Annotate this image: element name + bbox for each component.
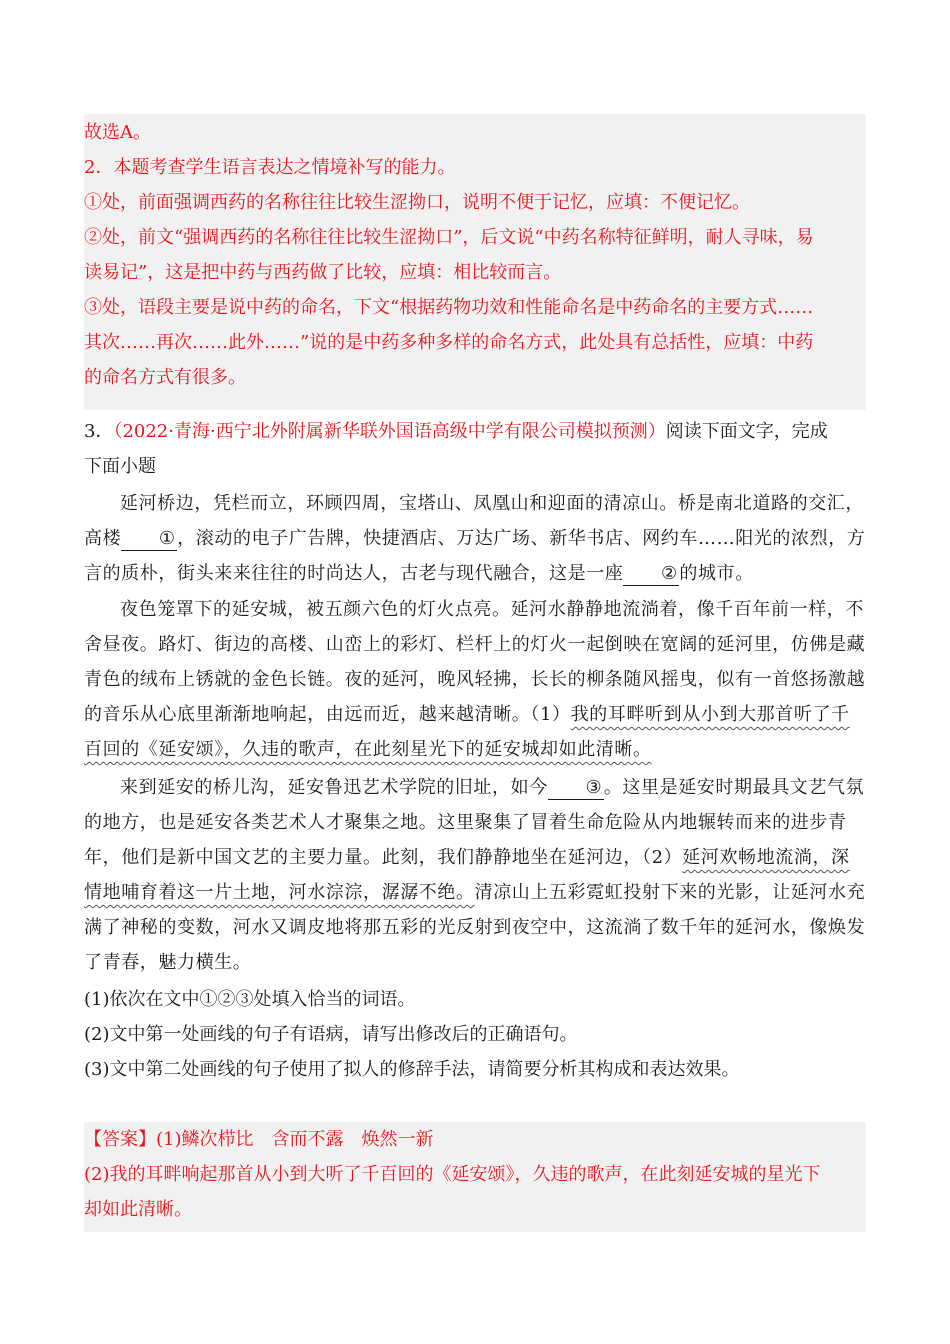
answer-line-5: 读易记”，这是把中药与西药做了比较，应填：相比较而言。 [84, 262, 562, 283]
sub-question-1: (1)依次在文中①②③处填入恰当的词语。 [84, 989, 416, 1010]
answer-block [84, 1122, 866, 1232]
sub-question-2: (2)文中第一处画线的句子有语病，请写出修改后的正确语句。 [84, 1024, 578, 1045]
blank-2: ② [623, 563, 679, 586]
underlined-sentence-1: 我的耳畔听到从小到大那首听了千百回的《延安颂》，久违的歌声，在此刻星光下的延安城却如此清晰。 [84, 704, 850, 760]
question-lead-2: 下面小题 [84, 456, 156, 477]
answer-line-4: ②处，前文“强调西药的名称往往比较生涩拗口”，后文说“中药名称特征鲜明，耐人寻味，易 [84, 227, 814, 248]
question-lead: 阅读下面文字，完成 [665, 421, 828, 442]
sub-question-3: (3)文中第二处画线的句子使用了拟人的修辞手法，请简要分析其构成和表达效果。 [84, 1059, 740, 1080]
passage-paragraph-3: 来到延安的桥儿沟，延安鲁迅艺术学院的旧址，如今 ③。这里是延安时期最具文艺气氛的地方，也是延安各类艺术人才聚集之地。这里聚集了冒着生命危险从内地辗转而来的进步青年，他们是新中国文艺的主要力量。此刻，我们静静地坐在延河边，（2）延河欢畅地流淌，深情地哺育着这一片土地，河水淙淙，潺潺不绝。清凉山上五彩霓虹投射下来的光影，让延河水充满了神秘的变数，河水又调皮地将那五彩的光反射到夜空中，这流淌了数千年的延河水，像焕发了青春，魅力横生。 [84, 777, 866, 973]
answer-item-2a: (2)我的耳畔响起那首从小到大听了千百回的《延安颂》，久违的歌声，在此刻延安城的星光下 [84, 1164, 821, 1185]
answer-line-2: 2．本题考查学生语言表达之情境补写的能力。 [84, 157, 456, 178]
answer-line-1: 故选A。 [84, 122, 151, 143]
question-3-header [84, 414, 866, 449]
answer-line-6: ③处，语段主要是说中药的命名，下文“根据药物功效和性能命名是中药命名的主要方式…… [84, 297, 814, 318]
answer-item-2b: 却如此清晰。 [84, 1199, 192, 1220]
question-number: 3． [84, 421, 114, 442]
answer-line-7: 其次……再次……此外……”说的是中药多种多样的命名方式，此处具有总括性，应填：中药 [84, 332, 814, 353]
answer-explanation-block [84, 114, 866, 410]
blank-3: ③ [548, 777, 604, 800]
answer-text-1: (1)鳞次栉比 含而不露 焕然一新 [156, 1129, 434, 1150]
blank-1: ① [121, 528, 177, 551]
answer-line-8: 的命名方式有很多。 [84, 367, 246, 388]
passage-paragraph-1: 延河桥边，凭栏而立，环顾四周，宝塔山、凤凰山和迎面的清凉山。桥是南北道路的交汇，高楼 ①，滚动的电子广告牌，快捷酒店、万达广场、新华书店、网约车……阳光的浓烈，方言的质朴，街头来来往往的时尚达人，古老与现代融合，这是一座 ②的城市。 [84, 493, 866, 584]
underlined-sentence-2: 延河欢畅地流淌，深情地哺育着这一片土地，河水淙淙，潺潺不绝。 [84, 847, 850, 903]
answer-line-3: ①处，前面强调西药的名称往往比较生涩拗口，说明不便于记忆，应填：不便记忆。 [84, 192, 750, 213]
passage-paragraph-2: 夜色笼罩下的延安城，被五颜六色的灯火点亮。延河水静静地流淌着，像千百年前一样，不舍昼夜。路灯、街边的高楼、山峦上的彩灯、栏杆上的灯火一起倒映在宽阔的延河里，仿佛是藏青色的绒布上锈就的金色长链。夜的延河，晚风轻拂，长长的柳条随风摇曳，似有一首悠扬激越的音乐从心底里渐渐地响起，由远而近，越来越清晰。（1）我的耳畔听到从小到大那首听了千百回的《延安颂》，久违的歌声，在此刻星光下的延安城却如此清晰。 [84, 599, 866, 760]
question-source: （2022·青海·西宁北外附属新华联外国语高级中学有限公司模拟预测） [113, 421, 666, 442]
question-3 [84, 414, 866, 1087]
answer-item-1 [84, 1122, 866, 1157]
answer-tag: 【答案】 [84, 1129, 156, 1150]
